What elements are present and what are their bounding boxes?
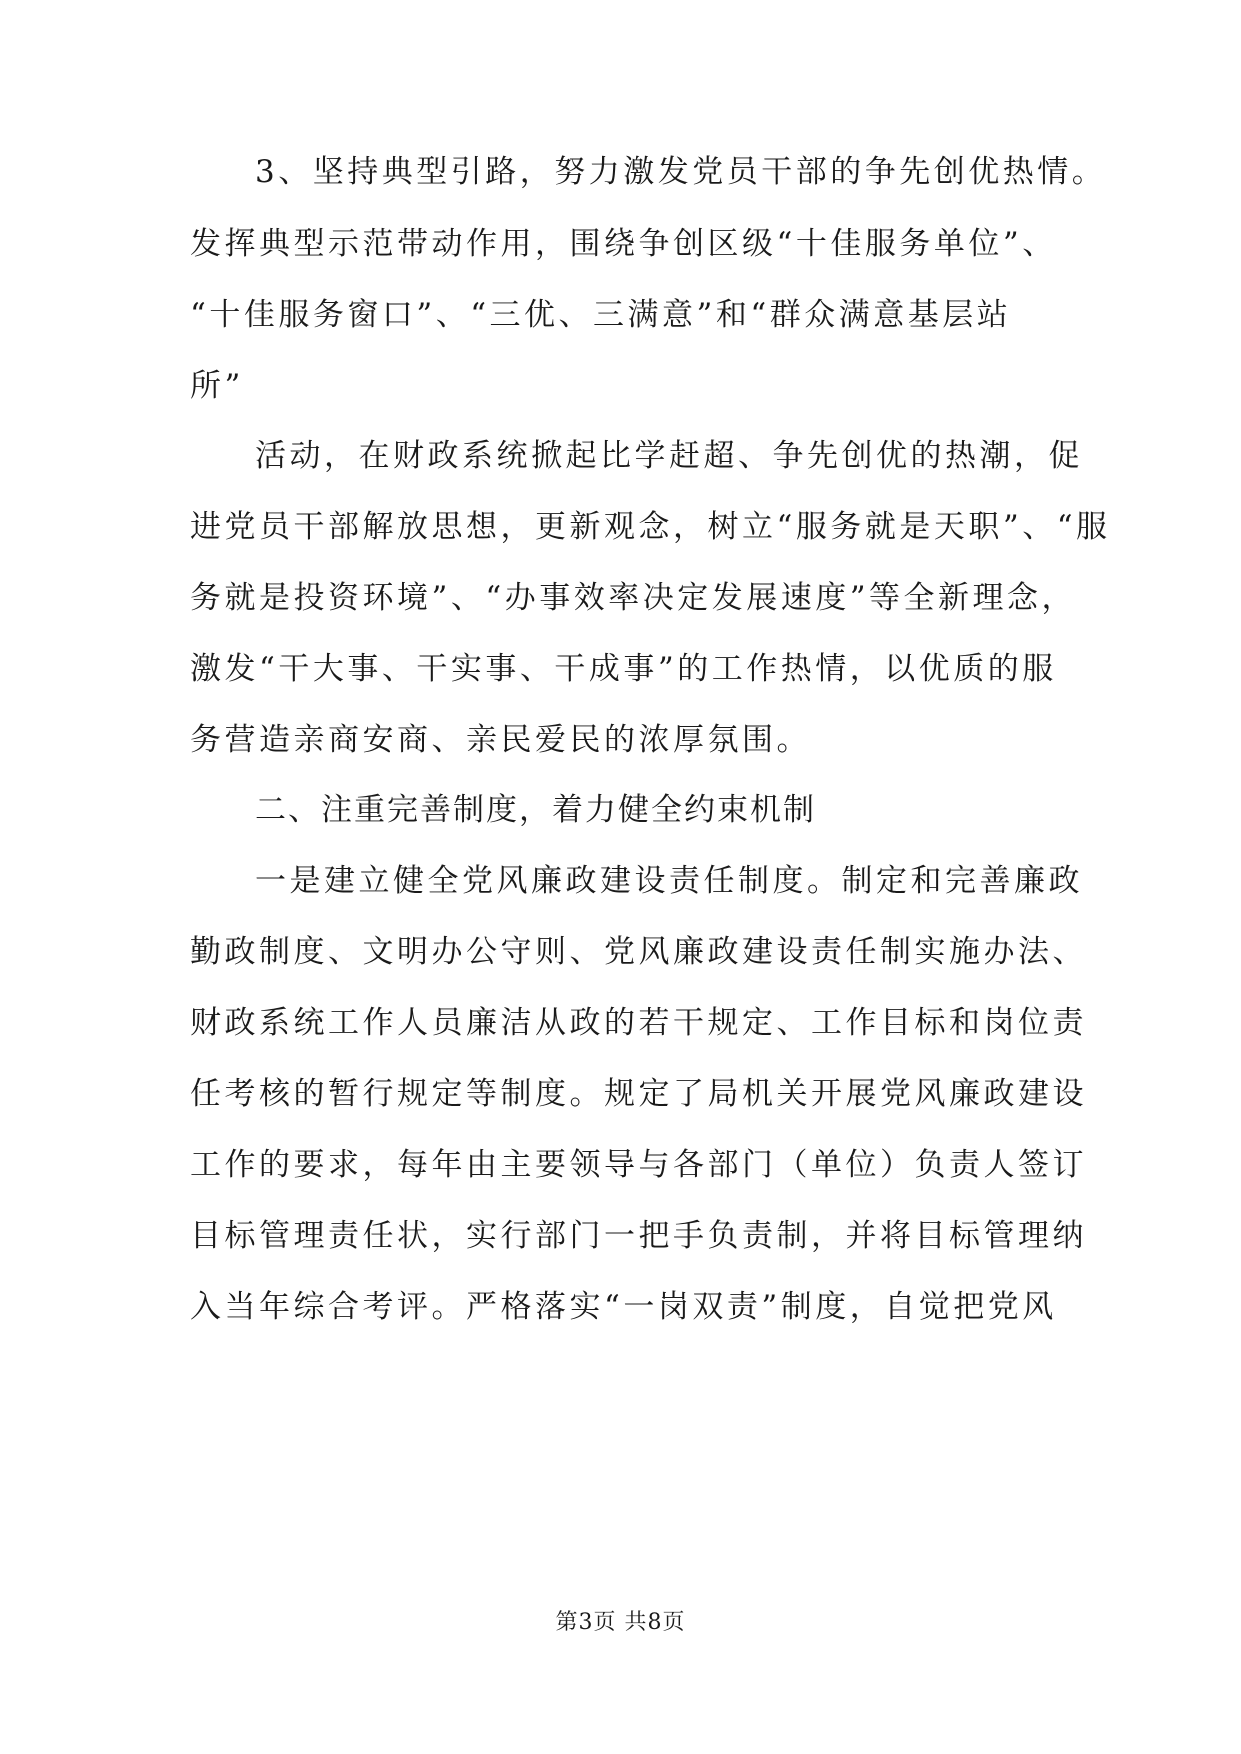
section-heading: 二、注重完善制度，着力健全约束机制 bbox=[255, 792, 816, 828]
paragraph-line: 活动，在财政系统掀起比学赶超、争先创优的热潮，促 bbox=[255, 438, 1083, 474]
paragraph-line: 财政系统工作人员廉洁从政的若干规定、工作目标和岗位责 bbox=[190, 1005, 1087, 1041]
paragraph-line: 一是建立健全党风廉政建设责任制度。制定和完善廉政 bbox=[255, 863, 1083, 899]
page-number-footer: 第3页 共8页 bbox=[555, 1610, 686, 1635]
paragraph-line: “十佳服务窗口”、“三优、三满意”和“群众满意基层站 bbox=[190, 297, 1012, 333]
paragraph-line: 工作的要求，每年由主要领导与各部门（单位）负责人签订 bbox=[190, 1147, 1087, 1183]
paragraph-line: 入当年综合考评。严格落实“一岗双责”制度，自觉把党风 bbox=[190, 1289, 1057, 1325]
paragraph-line: 任考核的暂行规定等制度。规定了局机关开展党风廉政建设 bbox=[190, 1076, 1087, 1112]
paragraph-line: 所” bbox=[190, 368, 244, 404]
paragraph-line: 务营造亲商安商、亲民爱民的浓厚氛围。 bbox=[190, 722, 811, 758]
paragraph-line: 发挥典型示范带动作用，围绕争创区级“十佳服务单位”、 bbox=[190, 226, 1057, 262]
paragraph-line: 务就是投资环境”、“办事效率决定发展速度”等全新理念， bbox=[190, 580, 1077, 616]
paragraph-line: 3、坚持典型引路，努力激发党员干部的争先创优热情。 bbox=[255, 154, 1107, 190]
paragraph-line: 进党员干部解放思想，更新观念，树立“服务就是天职”、“服 bbox=[190, 509, 1111, 545]
paragraph-line: 目标管理责任状，实行部门一把手负责制，并将目标管理纳 bbox=[190, 1218, 1087, 1254]
paragraph-line: 勤政制度、文明办公守则、党风廉政建设责任制实施办法、 bbox=[190, 934, 1087, 970]
paragraph-line: 激发“干大事、干实事、干成事”的工作热情，以优质的服 bbox=[190, 651, 1057, 687]
